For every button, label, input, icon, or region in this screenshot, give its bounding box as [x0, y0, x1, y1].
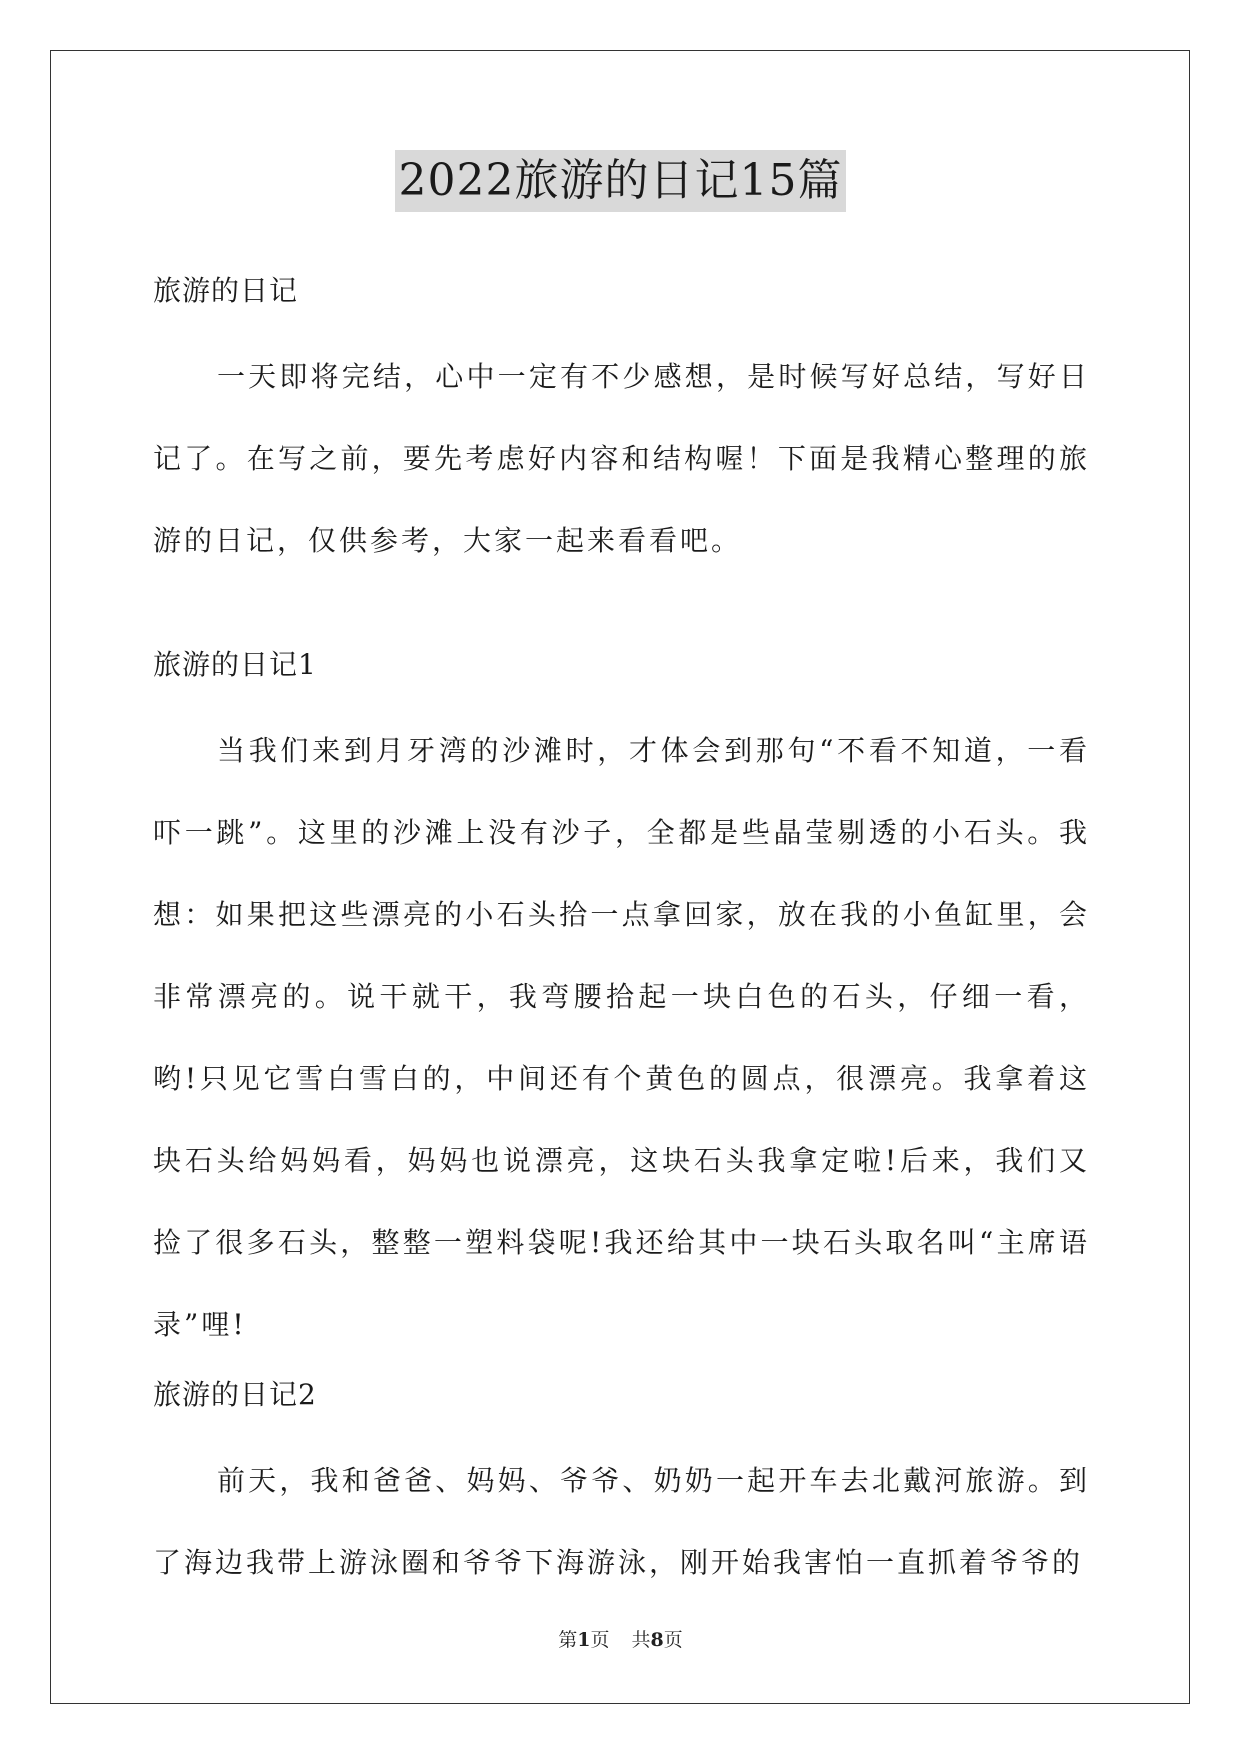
document-body — [153, 262, 1090, 1604]
footer-page-total: 8 — [650, 1629, 664, 1651]
footer-page-prefix: 第 — [558, 1629, 578, 1651]
footer-page-current: 1 — [577, 1629, 591, 1651]
section-heading: 旅游的日记1 — [153, 648, 317, 681]
footer-page-unit: 页 — [590, 1629, 610, 1651]
footer-total-prefix: 共 — [631, 1629, 651, 1651]
section-paragraph: 当我们来到月牙湾的沙滩时，才体会到那句“不看不知道，一看吓一跳”。这里的沙滩上没有沙子，全都是些晶莹剔透的小石头。我想：如果把这些漂亮的小石头拾一点拿回家，放在我的小鱼缸里，会非常漂亮的。说干就干，我弯腰拾起一块白色的石头，仔细一看，哟!只见它雪白雪白的，中间还有个黄色的圆点，很漂亮。我拿着这块石头给妈妈看，妈妈也说漂亮，这块石头我拿定啦!后来，我们又捡了很多石头，整整一塑料袋呢!我还给其中一块石头取名叫“主席语录”哩! — [153, 734, 1090, 1341]
section-paragraph: 一天即将完结，心中一定有不少感想，是时候写好总结，写好日记了。在写之前，要先考虑好内容和结构喔！下面是我精心整理的旅游的日记，仅供参考，大家一起来看看吧。 — [153, 360, 1090, 557]
document-title: 2022旅游的日记15篇 — [395, 150, 847, 212]
section-paragraph: 前天，我和爸爸、妈妈、爷爷、奶奶一起开车去北戴河旅游。到了海边我带上游泳圈和爷爷下海游泳，刚开始我害怕一直抓着爷爷的 — [153, 1464, 1090, 1579]
section-heading: 旅游的日记2 — [153, 1378, 317, 1411]
section-spacer — [153, 582, 1090, 636]
page-footer — [0, 1628, 1241, 1652]
document-title-container — [0, 150, 1241, 212]
section-heading: 旅游的日记 — [153, 274, 299, 307]
footer-total-unit: 页 — [663, 1629, 683, 1651]
